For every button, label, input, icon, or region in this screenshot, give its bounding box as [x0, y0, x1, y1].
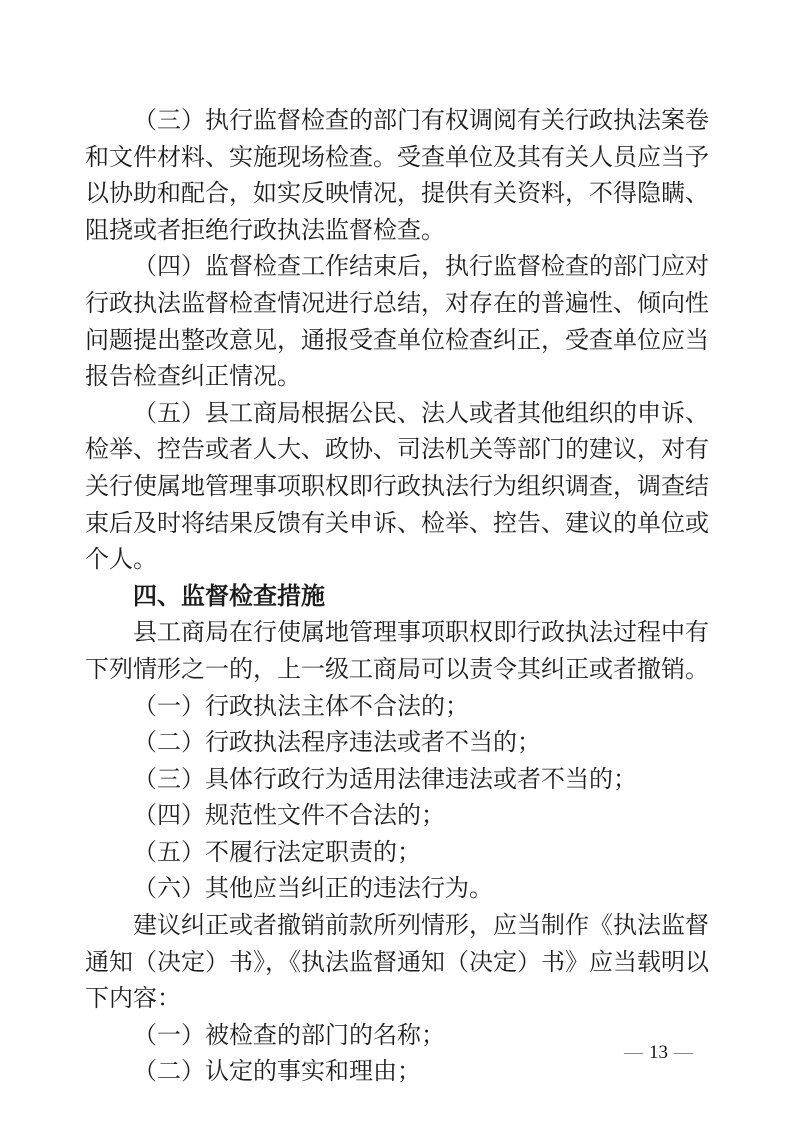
page-footer — [618, 1041, 699, 1065]
paragraph: 县工商局在行使属地管理事项职权即行政执法过程中有下列情形之一的，上一级工商局可以责令其纠正或者撤销。 — [85, 620, 709, 683]
list-item: （五）不履行法定职责的； — [133, 839, 421, 866]
page-number: 13 — [649, 1042, 668, 1063]
section-heading: 四、监督检查措施 — [133, 582, 325, 610]
footer-right-dash: — — [674, 1042, 693, 1063]
paragraph: （五）县工商局根据公民、法人或者其他组织的申诉、检举、控告或者人大、政协、司法机关等部门的建议，对有关行使属地管理事项职权即行政执法行为组织调查，调查结束后及时将结果反馈有关申诉、检举、控告、建议的单位或个人。 — [85, 400, 709, 574]
list-item: （一）行政执法主体不合法的； — [133, 693, 469, 720]
list-item: （四）规范性文件不合法的； — [133, 803, 445, 830]
footer-left-dash: — — [624, 1042, 643, 1063]
list-item: （一）被检查的部门的名称； — [133, 1022, 445, 1049]
list-item: （六）其他应当纠正的违法行为。 — [133, 876, 493, 903]
list-item: （二）行政执法程序违法或者不当的； — [133, 730, 541, 757]
list-item: （三）具体行政行为适用法律违法或者不当的； — [133, 766, 637, 793]
list-item: （二）认定的事实和理由； — [133, 1059, 421, 1086]
paragraph: 建议纠正或者撤销前款所列情形，应当制作《执法监督通知（决定）书》，《执法监督通知（决定）书》应当载明以下内容： — [85, 913, 709, 1013]
paragraph: （四）监督检查工作结束后，执行监督检查的部门应对行政执法监督检查情况进行总结，对存在的普遍性、倾向性问题提出整改意见，通报受查单位检查纠正，受查单位应当报告检查纠正情况。 — [85, 254, 709, 391]
document-body — [85, 103, 709, 1091]
paragraph: （三）执行监督检查的部门有权调阅有关行政执法案卷和文件材料、实施现场检查。受查单位及其有关人员应当予以协助和配合，如实反映情况，提供有关资料，不得隐瞒、阻挠或者拒绝行政执法监督检查。 — [85, 108, 709, 244]
